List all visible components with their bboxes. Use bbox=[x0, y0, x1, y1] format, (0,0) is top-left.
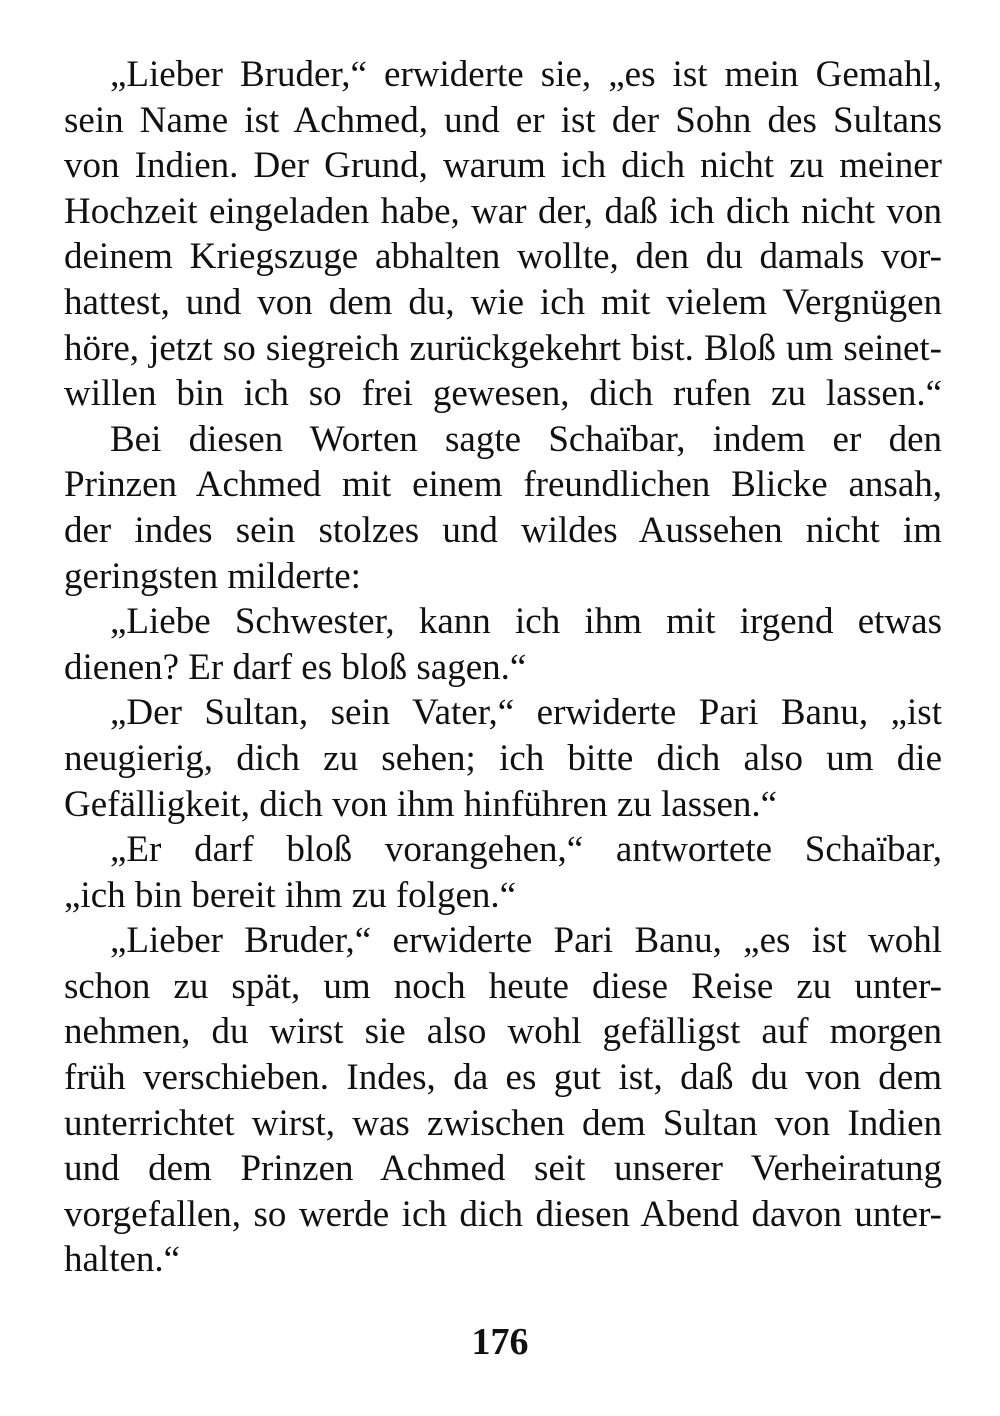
text-line: von Indien. Der Grund, warum ich dich nicht zu meiner bbox=[64, 145, 942, 187]
text-line: vorgefallen, so werde ich dich diesen Abend davon unter- bbox=[64, 1193, 942, 1235]
text-line: willen bin ich so frei gewesen, dich rufen zu lassen.“ bbox=[64, 373, 942, 415]
text-line: Bei diesen Worten sagte Schaïbar, indem er den bbox=[110, 418, 942, 460]
text-line: früh verschieben. Indes, da es gut ist, daß du von dem bbox=[64, 1057, 942, 1099]
text-line: „Lieber Bruder,“ erwiderte Pari Banu, „es ist wohl bbox=[110, 920, 942, 962]
text-line: hattest, und von dem du, wie ich mit vielem Vergnügen bbox=[64, 281, 942, 323]
text-line: „Der Sultan, sein Vater,“ erwiderte Pari Banu, „ist bbox=[110, 692, 942, 734]
text-line: „Lieber Bruder,“ erwiderte sie, „es ist mein Gemahl, bbox=[110, 54, 942, 95]
paragraph bbox=[64, 417, 942, 599]
text-line: „Er darf bloß vorangehen,“ antwortete Schaïbar, bbox=[110, 829, 942, 871]
text-line: Prinzen Achmed mit einem freundlichen Blicke ansah, bbox=[64, 464, 942, 506]
paragraph bbox=[64, 599, 942, 690]
text-line: „Liebe Schwester, kann ich ihm mit irgend etwas bbox=[110, 601, 942, 643]
page-number: 176 bbox=[471, 1321, 529, 1363]
text-line: neugierig, dich zu sehen; ich bitte dich also um die bbox=[64, 737, 942, 779]
paragraph bbox=[64, 827, 942, 918]
paragraph bbox=[64, 918, 942, 1283]
text-line: deinem Kriegszuge abhalten wollte, den du damals vor- bbox=[64, 236, 942, 278]
book-page-text bbox=[64, 52, 942, 1416]
text-line: halten.“ bbox=[64, 1239, 181, 1281]
text-line: Hochzeit eingeladen habe, war der, daß ich dich nicht von bbox=[64, 190, 942, 232]
text-line: Gefälligkeit, dich von ihm hinführen zu lassen.“ bbox=[64, 783, 778, 825]
text-line: geringsten milderte: bbox=[64, 555, 361, 597]
text-line: dienen? Er darf es bloß sagen.“ bbox=[64, 646, 527, 688]
paragraph bbox=[64, 52, 942, 417]
text-line: unterrichtet wirst, was zwischen dem Sultan von Indien bbox=[64, 1102, 942, 1144]
text-line: nehmen, du wirst sie also wohl gefälligst auf morgen bbox=[64, 1011, 942, 1053]
text-line: „ich bin bereit ihm zu folgen.“ bbox=[64, 874, 517, 916]
text-line: und dem Prinzen Achmed seit unserer Verheiratung bbox=[64, 1148, 942, 1190]
text-line: der indes sein stolzes und wildes Aussehen nicht im bbox=[64, 509, 942, 551]
paragraph bbox=[64, 690, 942, 827]
text-line: sein Name ist Achmed, und er ist der Sohn des Sultans bbox=[64, 99, 942, 141]
text-line: höre, jetzt so siegreich zurückgekehrt bist. Bloß um seinet- bbox=[64, 327, 942, 369]
text-line: schon zu spät, um noch heute diese Reise zu unter- bbox=[64, 965, 942, 1007]
